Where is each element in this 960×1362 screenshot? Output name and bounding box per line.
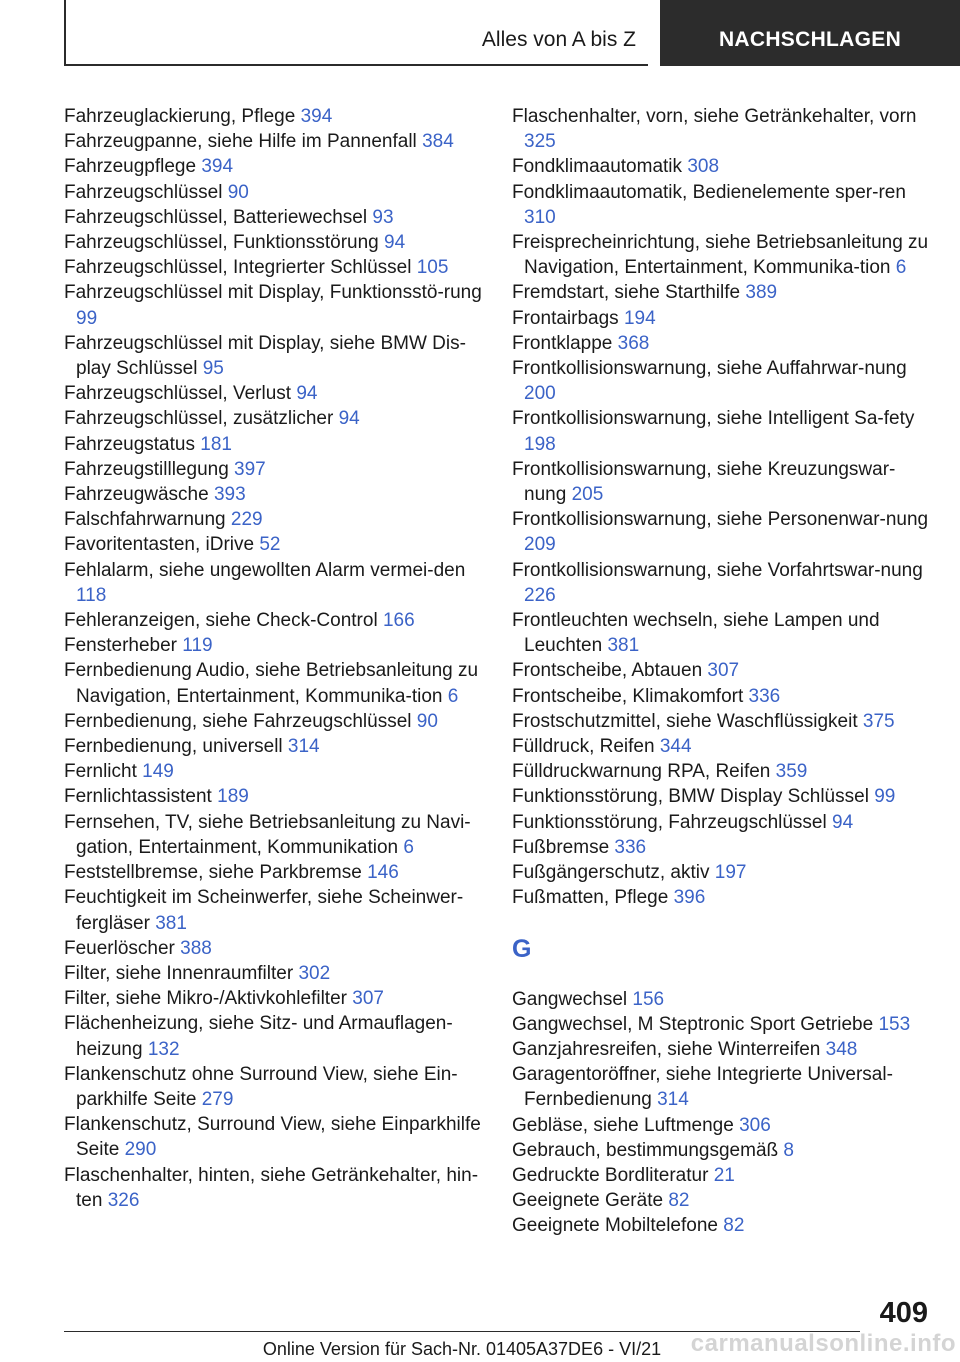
index-entry (64, 961, 484, 986)
entry-page-link[interactable]: 394 (201, 156, 234, 178)
entry-page-link[interactable]: 344 (659, 736, 692, 758)
entry-term: Frontairbags (512, 307, 619, 329)
index-entry (64, 986, 484, 1011)
entry-page-link[interactable]: 90 (227, 181, 249, 203)
entry-page-link[interactable]: 397 (234, 458, 266, 480)
entry-page-link[interactable]: 389 (745, 282, 778, 304)
index-entry (64, 1163, 484, 1213)
entry-page-link[interactable]: 132 (147, 1038, 180, 1060)
index-entry (512, 835, 932, 860)
entry-term: Geeignete Geräte (512, 1190, 664, 1212)
index-entry (512, 734, 932, 759)
entry-term: Fülldruckwarnung RPA, Reifen (512, 761, 771, 783)
entry-term: Favoritentasten, iDrive (64, 534, 255, 556)
index-entry (512, 784, 932, 809)
index-entry (64, 154, 484, 179)
index-entry (64, 810, 484, 860)
entry-page-link[interactable]: 314 (287, 736, 320, 758)
entry-page-link[interactable]: 381 (607, 635, 640, 657)
entry-term: Funktionsstörung, BMW Display Schlüssel (512, 786, 869, 808)
entry-term: Gangwechsel, M Steptronic Sport Getriebe (512, 1013, 874, 1035)
page-header (0, 0, 960, 66)
header-rule-left (64, 0, 66, 66)
entry-page-link[interactable]: 393 (213, 484, 246, 506)
section-title: NACHSCHLAGEN (718, 28, 902, 51)
entry-page-link[interactable]: 94 (384, 232, 406, 254)
entry-term: Fondklimaautomatik (512, 156, 683, 178)
index-entry (512, 306, 932, 331)
index-entry (512, 885, 932, 910)
index-entry (64, 709, 484, 734)
index-entry (512, 406, 932, 456)
index-entry (64, 633, 484, 658)
index-entry (64, 180, 484, 205)
entry-page-link[interactable]: 205 (571, 484, 604, 506)
page-number: 409 (879, 1297, 928, 1329)
entry-term: Frontscheibe, Klimakomfort (512, 685, 744, 707)
entry-term: Frontklappe (512, 332, 613, 354)
entry-term: Falschfahrwarnung (64, 509, 226, 531)
entry-page-link[interactable]: 94 (832, 811, 854, 833)
index-entry (512, 709, 932, 734)
entry-page-link[interactable]: 82 (668, 1190, 690, 1212)
index-group-g (512, 987, 932, 1239)
index-entry (64, 1062, 484, 1112)
entry-page-link[interactable]: 105 (416, 257, 449, 279)
entry-page-link[interactable]: 149 (142, 761, 174, 783)
index-entry (512, 180, 932, 230)
index-entry (64, 507, 484, 532)
entry-page-link[interactable]: 181 (200, 433, 232, 455)
index-entry (512, 860, 932, 885)
entry-term: Fahrzeugschlüssel, Integrierter Schlüssel (64, 257, 412, 279)
entry-page-link[interactable]: 99 (874, 786, 896, 808)
entry-term: Fernbedienung, siehe Fahrzeugschlüssel (64, 710, 412, 732)
entry-term: Gangwechsel (512, 988, 628, 1010)
index-entry (512, 154, 932, 179)
entry-page-link[interactable]: 359 (775, 761, 808, 783)
entry-page-link[interactable]: 94 (338, 408, 360, 430)
entry-page-link[interactable]: 99 (76, 307, 98, 329)
index-entry (64, 280, 484, 330)
index-entry (512, 1113, 932, 1138)
entry-page-link[interactable]: 368 (617, 332, 650, 354)
entry-page-link[interactable]: 348 (825, 1038, 858, 1060)
index-entry (512, 658, 932, 683)
entry-term: Gebläse, siehe Luftmenge (512, 1114, 734, 1136)
entry-term: Fahrzeuglackierung, Pflege (64, 106, 296, 127)
index-entry (64, 658, 484, 708)
entry-term: Flankenschutz ohne Surround View, siehe Ein-parkhilfe Seite (64, 1063, 458, 1110)
index-entry (512, 810, 932, 835)
entry-term: Fußmatten, Pflege (512, 887, 669, 909)
entry-page-link[interactable]: 336 (614, 836, 647, 858)
entry-term: Frontscheibe, Abtauen (512, 660, 703, 682)
index-entry (64, 432, 484, 457)
entry-page-link[interactable]: 394 (300, 106, 333, 127)
entry-term: Fernlicht (64, 761, 137, 783)
entry-term: Fernlichtassistent (64, 786, 212, 808)
index-entry (64, 860, 484, 885)
entry-page-link[interactable]: 308 (687, 156, 720, 178)
section-tab (660, 0, 960, 66)
entry-page-link[interactable]: 306 (739, 1114, 771, 1136)
entry-term: Fußgängerschutz, aktiv (512, 862, 710, 884)
index-entry (64, 406, 484, 431)
entry-page-link[interactable]: 290 (124, 1139, 157, 1161)
index-entry (512, 1213, 932, 1238)
entry-term: Fahrzeugschlüssel (64, 181, 223, 203)
entry-term: Flaschenhalter, hinten, siehe Getränkehalter, hin-ten (64, 1164, 479, 1211)
entry-term: Fahrzeugpanne, siehe Hilfe im Pannenfall (64, 131, 417, 153)
entry-term: Flächenheizung, siehe Sitz- und Armauflagen-heizung (64, 1013, 453, 1060)
entry-term: Fülldruck, Reifen (512, 736, 655, 758)
entry-term: Fehleranzeigen, siehe Check-Control (64, 610, 378, 632)
entry-page-link[interactable]: 166 (382, 610, 415, 632)
entry-page-link[interactable]: 93 (372, 206, 394, 228)
entry-page-link[interactable]: 226 (524, 584, 556, 606)
index-column-right (512, 104, 932, 1239)
entry-term: Fahrzeugschlüssel, Funktionsstörung (64, 232, 379, 254)
entry-term: Fußbremse (512, 836, 610, 858)
entry-page-link[interactable]: 302 (298, 962, 331, 984)
entry-term: Fernsehen, TV, siehe Betriebsanleitung zu Navi-gation, Entertainment, Kommunikation (64, 811, 471, 858)
entry-term: Fehlalarm, siehe ungewollten Alarm vermei-den (64, 559, 466, 581)
index-entry (64, 457, 484, 482)
entry-page-link[interactable]: 279 (201, 1088, 234, 1110)
index-entry (512, 558, 932, 608)
entry-page-link[interactable]: 200 (524, 383, 556, 405)
entry-page-link[interactable]: 6 (895, 257, 907, 279)
entry-term: Fahrzeugschlüssel, Verlust (64, 383, 292, 405)
entry-term: Fahrzeugschlüssel mit Display, siehe BMW Dis-play Schlüssel (64, 332, 466, 380)
entry-term: Fondklimaautomatik, Bedienelemente sper-ren (512, 181, 906, 203)
entry-page-link[interactable]: 118 (76, 584, 107, 606)
entry-term: Fernbedienung, universell (64, 736, 283, 758)
entry-term: Frontkollisionswarnung, siehe Auffahrwar-nung (512, 358, 907, 380)
index-entry (64, 1112, 484, 1162)
entry-term: Frostschutzmittel, siehe Waschflüssigkeit (512, 710, 858, 732)
entry-term: Filter, siehe Mikro-/Aktivkohlefilter (64, 988, 347, 1010)
index-entry (64, 381, 484, 406)
index-entry (64, 936, 484, 961)
entry-page-link[interactable]: 52 (259, 534, 281, 556)
index-entry (512, 507, 932, 557)
index-entry (64, 558, 484, 608)
watermark: carmanualsonline.info (690, 1330, 956, 1357)
entry-page-link[interactable]: 119 (182, 635, 213, 657)
index-entry (64, 885, 484, 935)
entry-term: Feststellbremse, siehe Parkbremse (64, 862, 362, 884)
index-entry (64, 734, 484, 759)
entry-page-link[interactable]: 325 (524, 131, 556, 153)
index-entry (512, 608, 932, 658)
index-column-left (64, 104, 484, 1213)
index-entry (512, 987, 932, 1012)
entry-term: Fahrzeugwäsche (64, 484, 209, 506)
index-entry (512, 104, 932, 154)
entry-term: Fahrzeugschlüssel, Batteriewechsel (64, 206, 368, 228)
entry-term: Garagentoröffner, siehe Integrierte Universal-Fernbedienung (512, 1064, 893, 1111)
index-entry (512, 759, 932, 784)
entry-page-link[interactable]: 314 (657, 1089, 689, 1111)
entry-term: Frontkollisionswarnung, siehe Vorfahrtswar-nung (512, 559, 923, 581)
index-entry (64, 230, 484, 255)
entry-page-link[interactable]: 336 (748, 685, 781, 707)
entry-page-link[interactable]: 381 (155, 912, 187, 934)
entry-term: Ganzjahresreifen, siehe Winterreifen (512, 1038, 821, 1060)
index-entry (64, 532, 484, 557)
index-entry (512, 1037, 932, 1062)
entry-term: Feuchtigkeit im Scheinwerfer, siehe Scheinwer-ferglӓser (64, 887, 464, 934)
entry-page-link[interactable]: 396 (673, 887, 706, 909)
index-entry (512, 1188, 932, 1213)
entry-term: Frontkollisionswarnung, siehe Intelligent Sa-fety (512, 408, 915, 430)
entry-term: Funktionsstörung, Fahrzeugschlüssel (512, 811, 827, 833)
entry-term: Filter, siehe Innenraumfilter (64, 962, 294, 984)
entry-page-link[interactable]: 146 (367, 862, 399, 884)
entry-term: Flaschenhalter, vorn, siehe Getränkehalter, vorn (512, 106, 917, 127)
index-entry (512, 356, 932, 406)
index-entry (64, 482, 484, 507)
entry-page-link[interactable]: 388 (180, 937, 212, 959)
entry-page-link[interactable]: 21 (713, 1164, 735, 1186)
entry-term: Fremdstart, siehe Starthilfe (512, 282, 741, 304)
entry-page-link[interactable]: 310 (524, 206, 556, 228)
index-entry (512, 331, 932, 356)
entry-term: Frontkollisionswarnung, siehe Personenwar-nung (512, 509, 929, 531)
index-entry (64, 205, 484, 230)
letter-heading-g: G (512, 934, 532, 963)
entry-page-link[interactable]: 82 (723, 1215, 745, 1237)
entry-term: Geeignete Mobiltelefone (512, 1215, 718, 1237)
entry-page-link[interactable]: 156 (632, 988, 665, 1010)
entry-page-link[interactable]: 198 (524, 433, 556, 455)
index-entry (512, 230, 932, 280)
entry-page-link[interactable]: 229 (230, 509, 263, 531)
index-entry (512, 280, 932, 305)
entry-page-link[interactable]: 95 (202, 358, 224, 380)
index-entry (64, 1011, 484, 1061)
entry-page-link[interactable]: 307 (352, 988, 384, 1010)
entry-page-link[interactable]: 326 (107, 1189, 140, 1211)
index-entry (64, 331, 484, 381)
header-rule-bottom (64, 64, 648, 66)
index-entry (64, 608, 484, 633)
entry-page-link[interactable]: 209 (524, 534, 556, 556)
index-entry (512, 1062, 932, 1112)
entry-term: Frontkollisionswarnung, siehe Kreuzungswar-nung (512, 458, 896, 506)
entry-term: Fahrzeugstatus (64, 433, 195, 455)
entry-term: Fahrzeugpflege (64, 156, 197, 178)
index-entry (64, 104, 484, 129)
entry-page-link[interactable]: 6 (403, 836, 414, 858)
index-entry (512, 457, 932, 507)
entry-term: Gebrauch, bestimmungsgemäß (512, 1139, 779, 1161)
entry-page-link[interactable]: 194 (623, 307, 656, 329)
entry-page-link[interactable]: 375 (862, 710, 895, 732)
index-entry (64, 759, 484, 784)
entry-term: Feuerlöscher (64, 937, 175, 959)
index-group-f (512, 104, 932, 911)
entry-term: Gedruckte Bordliteratur (512, 1164, 709, 1186)
index-entry (512, 1012, 932, 1037)
entry-page-link[interactable]: 8 (783, 1139, 794, 1161)
entry-term: Fahrzeugschlüssel, zusätzlicher (64, 408, 334, 430)
chapter-title: Alles von A bis Z (481, 28, 636, 51)
entry-term: Flankenschutz, Surround View, siehe Einparkhilfe Seite (64, 1114, 481, 1161)
entry-term: Frontleuchten wechseln, siehe Lampen und Leuchten (512, 610, 880, 657)
index-entry (512, 1163, 932, 1188)
entry-page-link[interactable]: 94 (296, 383, 318, 405)
entry-page-link[interactable]: 307 (707, 660, 740, 682)
index-entry (64, 255, 484, 280)
entry-page-link[interactable]: 197 (714, 862, 747, 884)
entry-page-link[interactable]: 384 (422, 131, 454, 153)
entry-term: Fernbedienung Audio, siehe Betriebsanleitung zu Navigation, Entertainment, Kommunika-tion (64, 660, 479, 707)
entry-page-link[interactable]: 153 (878, 1013, 911, 1035)
entry-term: Freisprecheinrichtung, siehe Betriebsanleitung zu Navigation, Entertainment, Kommunika-tion (512, 232, 929, 279)
index-entry (512, 1138, 932, 1163)
index-entry (512, 684, 932, 709)
entry-page-link[interactable]: 6 (447, 685, 459, 707)
entry-page-link[interactable]: 90 (416, 710, 438, 732)
entry-term: Fensterheber (64, 635, 178, 657)
entry-term: Fahrzeugstilllegung (64, 458, 229, 480)
index-entry (64, 129, 484, 154)
entry-term: Fahrzeugschlüssel mit Display, Funktionsstö-rung (64, 282, 482, 304)
entry-page-link[interactable]: 189 (217, 786, 249, 808)
footer-version-text: Online Version für Sach-Nr. 01405A37DE6 - VI/21 (262, 1339, 662, 1359)
index-entry (64, 784, 484, 809)
